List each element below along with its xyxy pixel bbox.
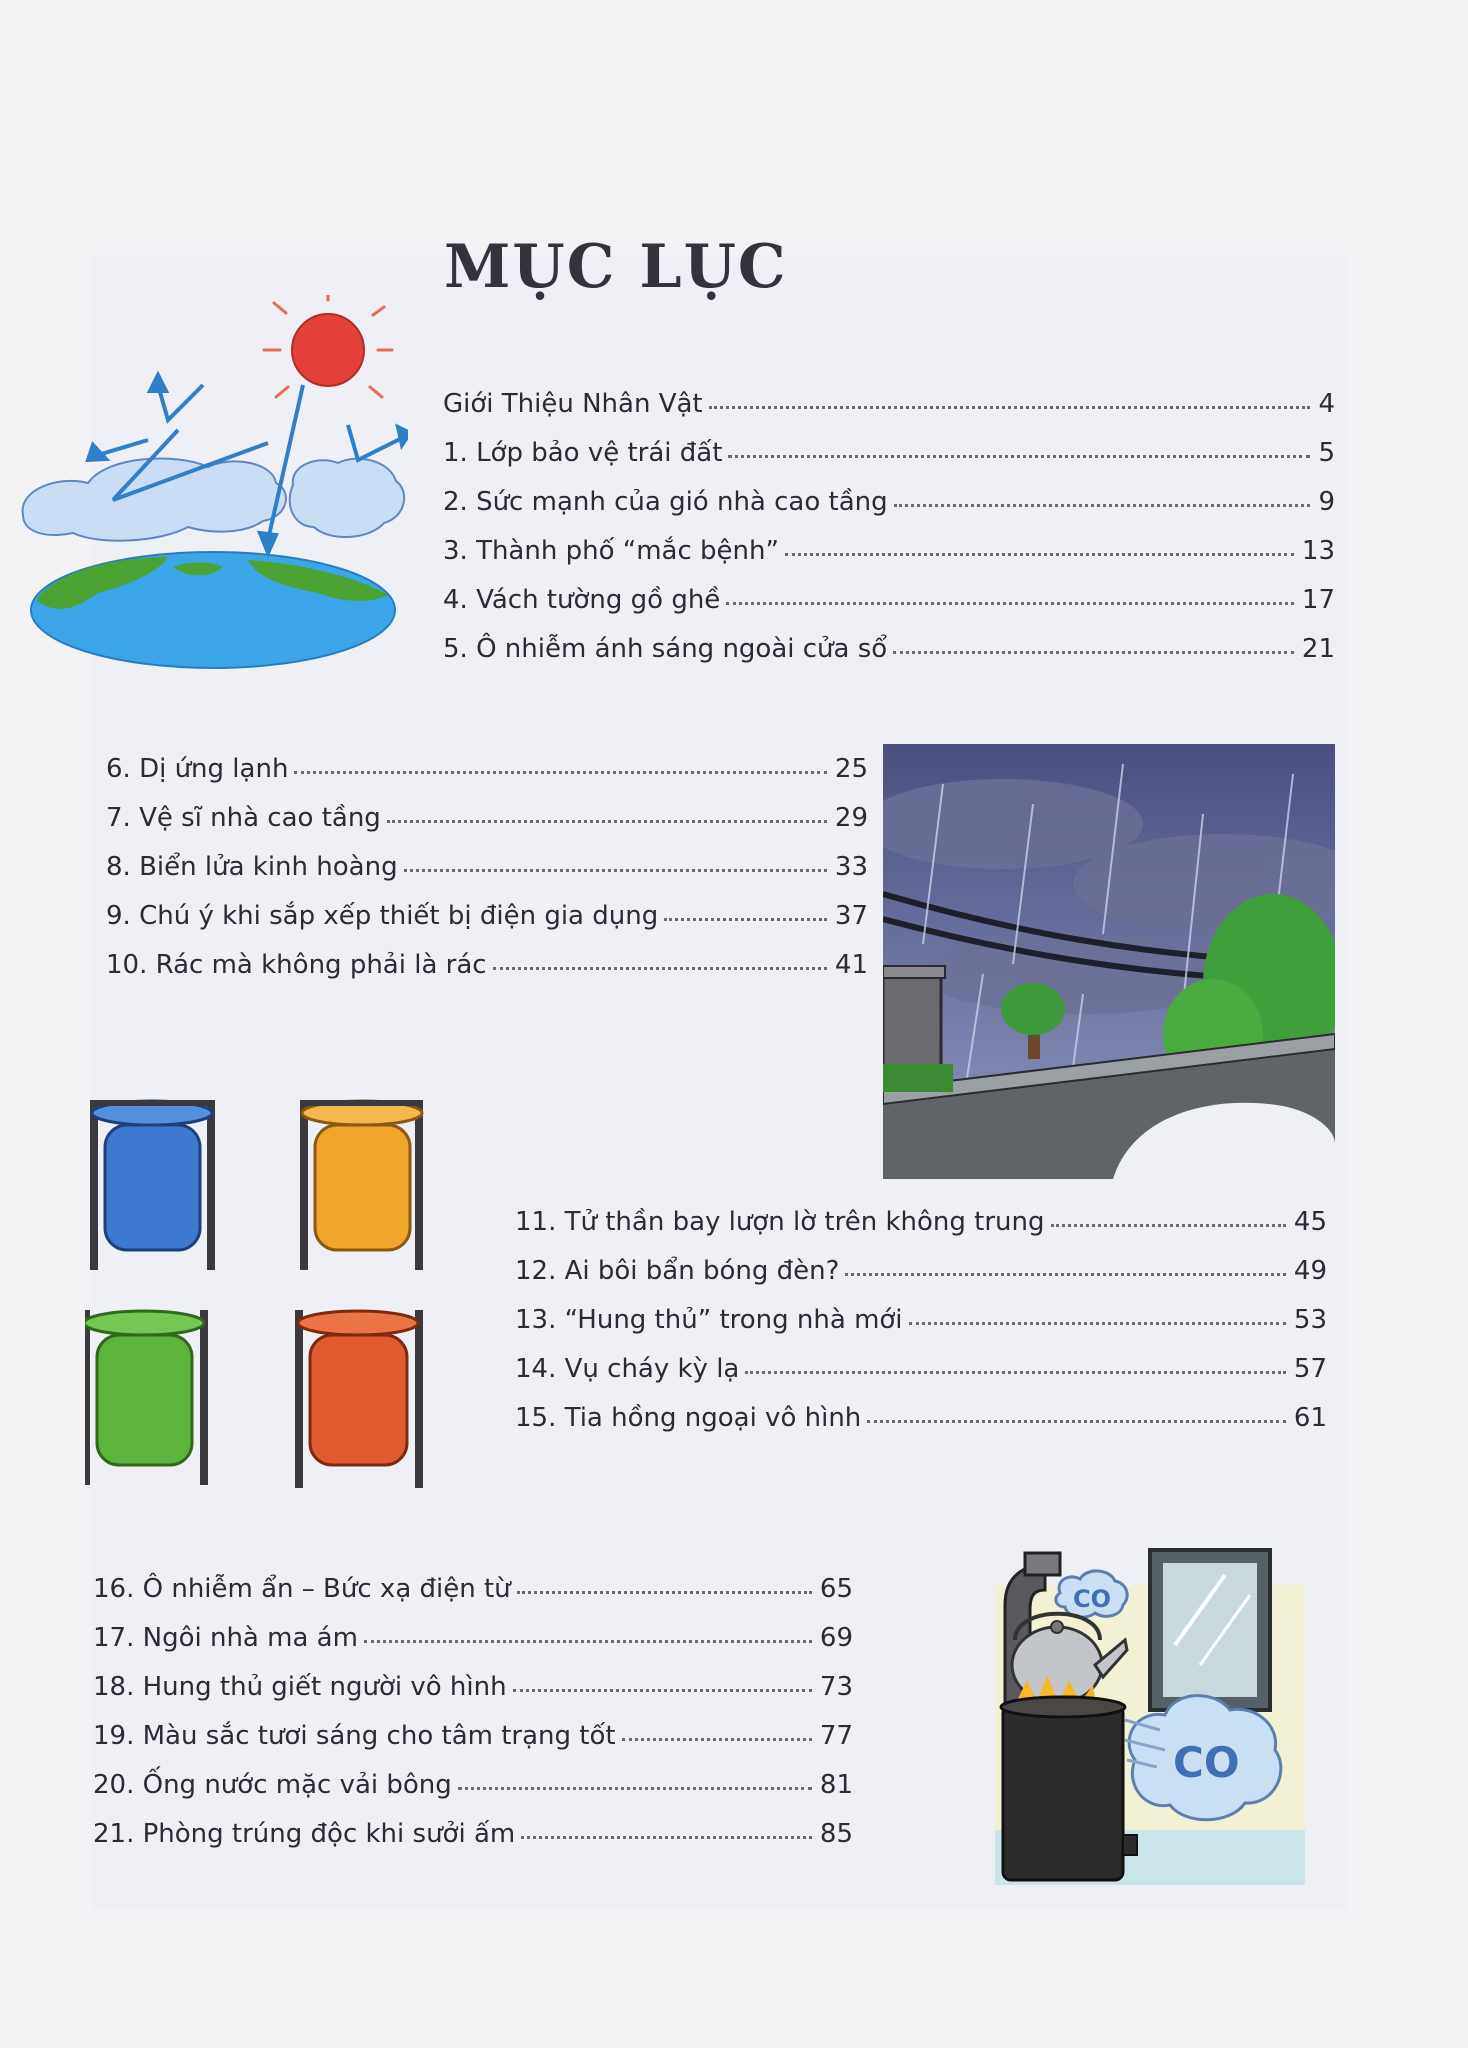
toc-entry-page: 5 [1318,438,1335,468]
toc-leader-dots [1051,1223,1286,1227]
toc-entry-page: 45 [1293,1207,1327,1237]
toc-entry-page: 9 [1318,487,1335,517]
toc-entry-label: 5. Ô nhiễm ánh sáng ngoài cửa sổ [443,634,888,664]
toc-leader-dots [867,1419,1286,1423]
orange-bin-icon [300,1100,423,1270]
toc-entry[interactable] [443,429,1335,478]
toc-entry-label: 11. Tử thần bay lượn lờ trên không trung [515,1207,1045,1237]
toc-entry-label: 19. Màu sắc tươi sáng cho tâm trạng tốt [93,1721,616,1751]
rainy-bridge-illustration [883,744,1335,1179]
toc-entry[interactable] [515,1247,1327,1296]
earth-icon [31,552,395,668]
toc-entry-label: 16. Ô nhiễm ẩn – Bức xạ điện từ [93,1574,511,1604]
toc-entry-label: 15. Tia hồng ngoại vô hình [515,1403,862,1433]
sun-icon [264,295,392,397]
toc-entry-label: 4. Vách tường gồ ghề [443,585,721,615]
toc-entry-page: 41 [834,950,868,980]
toc-leader-dots [513,1688,812,1692]
toc-entry-page: 21 [1301,634,1335,664]
toc-leader-dots [493,966,827,970]
toc-entry-label: 18. Hung thủ giết người vô hình [93,1672,507,1702]
toc-leader-dots [726,601,1294,605]
toc-leader-dots [893,650,1294,654]
toc-entry-label: 2. Sức mạnh của gió nhà cao tầng [443,487,888,517]
toc-entry-page: 57 [1293,1354,1327,1384]
toc-entry-page: 33 [834,852,868,882]
toc-entry[interactable] [443,478,1335,527]
toc-entry-label: 7. Vệ sĩ nhà cao tầng [106,803,381,833]
toc-group-1 [443,380,1335,674]
toc-entry-label: Giới Thiệu Nhân Vật [443,389,703,419]
co-label: CO [1073,1585,1112,1613]
toc-entry-label: 14. Vụ cháy kỳ lạ [515,1354,740,1384]
toc-entry[interactable] [93,1663,853,1712]
toc-entry-page: 4 [1318,389,1335,419]
toc-entry-label: 9. Chú ý khi sắp xếp thiết bị điện gia dụng [106,901,659,931]
toc-leader-dots [364,1639,812,1643]
toc-entry[interactable] [515,1394,1327,1443]
toc-leader-dots [709,405,1311,409]
blue-bin-icon [90,1100,215,1270]
toc-entry-label: 10. Rác mà không phải là rác [106,950,487,980]
toc-entry-label: 13. “Hung thủ” trong nhà mới [515,1305,903,1335]
toc-entry-page: 61 [1293,1403,1327,1433]
toc-leader-dots [909,1321,1286,1325]
toc-entry-page: 65 [819,1574,853,1604]
co-label: CO [1173,1738,1240,1787]
toc-entry-page: 73 [819,1672,853,1702]
toc-entry[interactable] [106,892,868,941]
toc-entry-page: 69 [819,1623,853,1653]
toc-entry-page: 49 [1293,1256,1327,1286]
toc-entry-label: 21. Phòng trúng độc khi sưởi ấm [93,1819,516,1849]
toc-entry-label: 20. Ống nước mặc vải bông [93,1770,452,1800]
toc-entry-page: 25 [834,754,868,784]
toc-entry-label: 3. Thành phố “mắc bệnh” [443,536,779,566]
toc-entry-label: 8. Biển lửa kinh hoàng [106,852,398,882]
toc-leader-dots [521,1835,812,1839]
toc-leader-dots [458,1786,812,1790]
toc-entry-page: 53 [1293,1305,1327,1335]
toc-entry[interactable] [93,1614,853,1663]
toc-entry-page: 85 [819,1819,853,1849]
coal-stove-illustration [985,1545,1315,1890]
toc-entry-page: 77 [819,1721,853,1751]
toc-entry[interactable] [515,1345,1327,1394]
cloud-icon [23,459,405,541]
toc-entry-page: 13 [1301,536,1335,566]
toc-leader-dots [728,454,1310,458]
toc-leader-dots [785,552,1294,556]
green-bin-icon [85,1310,208,1485]
toc-entry[interactable] [93,1761,853,1810]
toc-group-4 [93,1565,853,1859]
toc-group-3 [515,1198,1327,1443]
toc-entry-page: 81 [819,1770,853,1800]
toc-leader-dots [894,503,1311,507]
toc-leader-dots [845,1272,1286,1276]
toc-entry[interactable] [515,1296,1327,1345]
toc-entry[interactable] [443,527,1335,576]
window-icon [1150,1550,1270,1710]
toc-leader-dots [622,1737,812,1741]
toc-leader-dots [517,1590,812,1594]
toc-entry-label: 1. Lớp bảo vệ trái đất [443,438,723,468]
toc-entry[interactable] [93,1565,853,1614]
pillar-icon [883,966,945,1074]
toc-entry-page: 17 [1301,585,1335,615]
toc-leader-dots [387,819,827,823]
coal-stove-icon [1001,1697,1137,1880]
recycling-bins-illustration [85,1085,445,1490]
toc-entry-label: 17. Ngôi nhà ma ám [93,1623,358,1653]
toc-leader-dots [294,770,826,774]
earth-sun-illustration [18,295,408,670]
red-bin-icon [295,1310,423,1488]
toc-leader-dots [745,1370,1286,1374]
toc-entry[interactable] [515,1198,1327,1247]
toc-leader-dots [664,917,827,921]
toc-entry[interactable] [443,625,1335,674]
toc-entry[interactable] [443,576,1335,625]
toc-entry-label: 6. Dị ứng lạnh [106,754,289,784]
toc-entry-page: 37 [834,901,868,931]
toc-group-2 [106,745,868,990]
toc-entry[interactable] [106,843,868,892]
toc-entry[interactable] [106,794,868,843]
toc-entry[interactable] [106,745,868,794]
toc-entry[interactable] [93,1712,853,1761]
toc-leader-dots [404,868,827,872]
toc-entry-label: 12. Ai bôi bẩn bóng đèn? [515,1256,840,1286]
toc-entry-page: 29 [834,803,868,833]
page-title: MỤC LỤC [444,232,788,302]
toc-entry[interactable] [106,941,868,990]
toc-entry[interactable] [443,380,1335,429]
toc-entry[interactable] [93,1810,853,1859]
